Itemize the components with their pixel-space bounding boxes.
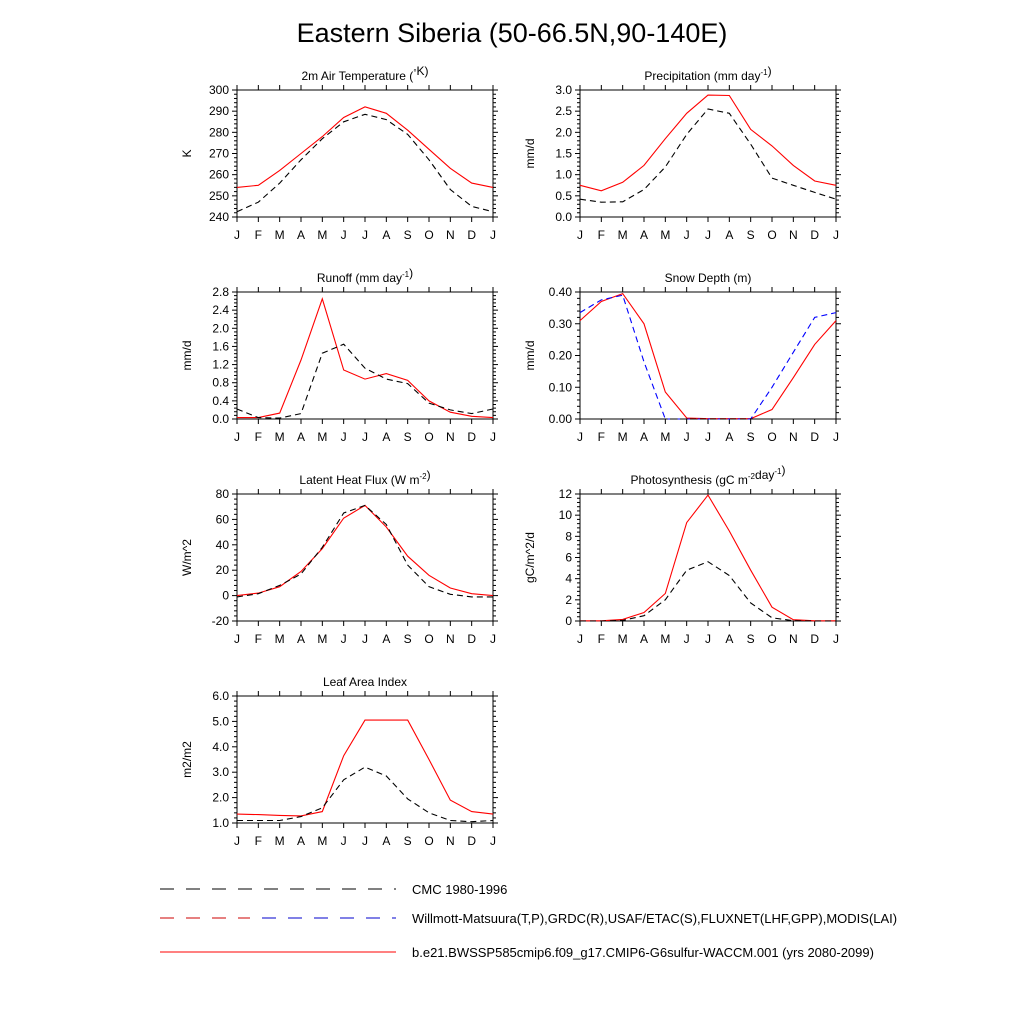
series-line-obs (580, 562, 836, 621)
y-tick-label: 3.0 (212, 765, 229, 780)
y-tick-label: 0.5 (555, 188, 572, 203)
y-tick-label: 2.5 (555, 104, 572, 119)
x-tick-label: O (424, 430, 434, 444)
x-tick-label: O (767, 632, 777, 646)
x-tick-label: S (403, 632, 412, 646)
x-tick-label: S (403, 228, 412, 242)
y-tick-label: 2.0 (212, 321, 229, 336)
x-tick-label: J (234, 228, 240, 242)
x-tick-label: N (445, 834, 455, 848)
x-tick-label: D (467, 632, 477, 646)
y-tick-label: 2.0 (212, 790, 229, 805)
y-tick-label: 1.6 (212, 339, 229, 354)
y-tick-label: 0.0 (555, 210, 572, 224)
x-tick-label: F (597, 228, 606, 242)
x-tick-label: A (725, 632, 734, 646)
x-tick-label: D (467, 228, 477, 242)
plot-frame (237, 696, 493, 823)
x-tick-label: J (577, 430, 583, 444)
x-tick-label: A (639, 430, 649, 444)
x-tick-label: S (403, 430, 412, 444)
chart-panel-1 (180, 64, 498, 242)
chart-panel-3 (180, 266, 498, 444)
x-tick-label: A (725, 430, 734, 444)
x-tick-label: S (746, 632, 755, 646)
y-tick-label: 290 (208, 104, 229, 119)
series-line-obs (237, 344, 493, 418)
y-tick-label: 280 (208, 125, 229, 140)
y-tick-label: 10 (558, 508, 572, 523)
x-tick-label: J (705, 430, 711, 444)
x-tick-label: J (362, 632, 368, 646)
series-line-model (237, 299, 493, 418)
y-tick-label: 1.0 (555, 167, 572, 182)
panel-title: 2m Air Temperature (°K) (301, 64, 429, 83)
x-tick-label: J (683, 228, 690, 242)
y-tick-label: 1.5 (555, 146, 572, 161)
y-tick-label: 240 (208, 210, 229, 224)
x-tick-label: J (340, 632, 347, 646)
legend-label: Willmott-Matsuura(T,P),GRDC(R),USAF/ETAC(S),FLUXNET(LHF,GPP),MODIS(LAI) (412, 911, 898, 926)
x-tick-label: D (467, 834, 477, 848)
panel-title: Snow Depth (m) (664, 271, 752, 285)
x-tick-label: J (683, 430, 690, 444)
y-tick-label: 2.4 (212, 303, 229, 318)
x-tick-label: J (833, 430, 839, 444)
x-tick-label: J (340, 430, 347, 444)
x-tick-label: J (577, 228, 583, 242)
page-title: Eastern Siberia (50-66.5N,90-140E) (296, 18, 728, 48)
x-tick-label: J (234, 430, 240, 444)
x-tick-label: J (340, 228, 347, 242)
plot-frame (237, 494, 493, 621)
chart-panel-5 (180, 468, 498, 646)
x-tick-label: M (317, 228, 328, 242)
plot-frame (237, 292, 493, 419)
y-tick-label: 8 (565, 529, 572, 544)
x-tick-label: M (617, 632, 628, 646)
x-tick-label: O (767, 228, 777, 242)
plot-frame (580, 494, 836, 621)
x-tick-label: O (767, 430, 777, 444)
y-tick-label: 80 (215, 487, 229, 501)
x-tick-label: O (424, 834, 434, 848)
x-tick-label: J (340, 834, 347, 848)
y-tick-label: 260 (208, 167, 229, 182)
y-tick-label: 2 (565, 592, 572, 607)
x-tick-label: O (424, 228, 434, 242)
series-line-obs (237, 767, 493, 822)
x-tick-label: F (254, 430, 263, 444)
x-tick-label: A (296, 834, 306, 848)
y-tick-label: 1.0 (212, 816, 229, 830)
y-axis-label: gC/m^2/d (523, 532, 537, 583)
y-tick-label: 0.8 (212, 375, 229, 390)
x-tick-label: A (382, 834, 391, 848)
y-axis-label: K (180, 149, 194, 158)
x-tick-label: M (317, 430, 328, 444)
chart-panel-4 (523, 271, 841, 444)
y-tick-label: 270 (208, 146, 229, 161)
x-tick-label: M (317, 834, 328, 848)
panel-title: Leaf Area Index (322, 675, 408, 689)
series-line-model (237, 720, 493, 816)
y-tick-label: 0.20 (548, 348, 572, 363)
y-tick-label: 20 (215, 563, 229, 578)
series-line-model (237, 505, 493, 595)
y-tick-label: 0.30 (548, 316, 572, 331)
x-tick-label: J (362, 834, 368, 848)
x-tick-label: J (490, 632, 496, 646)
x-tick-label: F (597, 632, 606, 646)
x-tick-label: J (490, 430, 496, 444)
plot-frame (580, 292, 836, 419)
x-tick-label: F (254, 834, 263, 848)
x-tick-label: J (490, 228, 496, 242)
x-tick-label: D (810, 430, 820, 444)
x-tick-label: A (382, 632, 391, 646)
legend-label: CMC 1980-1996 (412, 882, 508, 897)
x-tick-label: D (467, 430, 477, 444)
x-tick-label: M (274, 834, 285, 848)
x-tick-label: J (705, 228, 711, 242)
y-axis-label: m2/m2 (180, 741, 194, 778)
y-tick-label: 40 (215, 537, 229, 552)
x-tick-label: A (382, 430, 391, 444)
x-tick-label: J (683, 632, 690, 646)
x-tick-label: A (382, 228, 391, 242)
series-line-model (580, 495, 836, 621)
y-tick-label: 0.40 (548, 285, 572, 299)
x-tick-label: N (445, 228, 455, 242)
y-tick-label: 3.0 (555, 83, 572, 97)
x-tick-label: A (639, 632, 649, 646)
x-tick-label: M (274, 632, 285, 646)
y-tick-label: 12 (558, 487, 572, 501)
y-tick-label: 0.10 (548, 380, 572, 395)
chart-panel-7 (180, 675, 498, 848)
x-tick-label: A (725, 228, 734, 242)
y-axis-label: W/m^2 (180, 539, 194, 576)
x-tick-label: M (660, 430, 671, 444)
x-tick-label: D (810, 228, 820, 242)
x-tick-label: M (317, 632, 328, 646)
y-tick-label: 4.0 (212, 739, 229, 754)
y-tick-label: 0 (222, 588, 229, 603)
x-tick-label: J (490, 834, 496, 848)
y-tick-label: 1.2 (212, 357, 229, 372)
x-tick-label: J (362, 430, 368, 444)
y-axis-label: mm/d (523, 340, 537, 371)
legend (160, 882, 897, 960)
y-tick-label: 6.0 (212, 689, 229, 703)
legend-label: b.e21.BWSSP585cmip6.f09_g17.CMIP6-G6sulfur-WACCM.001 (yrs 2080-2099) (412, 945, 874, 960)
y-tick-label: 0 (565, 614, 572, 628)
x-tick-label: F (597, 430, 606, 444)
x-tick-label: M (274, 228, 285, 242)
x-tick-label: J (234, 834, 240, 848)
x-tick-label: M (274, 430, 285, 444)
series-line-obs (237, 114, 493, 211)
x-tick-label: S (746, 430, 755, 444)
x-tick-label: J (833, 228, 839, 242)
panel-title: Precipitation (mm day$^{-1}$) (644, 64, 772, 83)
x-tick-label: S (403, 834, 412, 848)
series-line-obs (237, 505, 493, 597)
y-tick-label: 0.00 (548, 412, 572, 426)
y-tick-label: 60 (215, 512, 229, 527)
y-tick-label: 0.0 (212, 412, 229, 426)
y-tick-label: 5.0 (212, 714, 229, 729)
x-tick-label: M (617, 430, 628, 444)
x-tick-label: F (254, 228, 263, 242)
x-tick-label: N (788, 430, 798, 444)
plot-frame (237, 90, 493, 217)
panel-title: Photosynthesis (gC $m^{-2}day^{-1}$) (630, 463, 786, 487)
y-axis-label: mm/d (180, 340, 194, 371)
chart-panel-2 (523, 64, 841, 242)
x-tick-label: F (254, 632, 263, 646)
x-tick-label: S (746, 228, 755, 242)
series-line-model (237, 107, 493, 187)
x-tick-label: J (833, 632, 839, 646)
x-tick-label: A (296, 430, 306, 444)
series-line-model (580, 294, 836, 419)
y-tick-label: 2.8 (212, 285, 229, 299)
x-tick-label: N (445, 430, 455, 444)
x-tick-label: N (788, 632, 798, 646)
x-tick-label: D (810, 632, 820, 646)
y-tick-label: 0.4 (212, 393, 229, 408)
y-tick-label: 250 (208, 188, 229, 203)
x-tick-label: A (296, 228, 306, 242)
y-tick-label: 2.0 (555, 125, 572, 140)
x-tick-label: J (577, 632, 583, 646)
y-tick-label: -20 (211, 614, 229, 628)
y-axis-label: mm/d (523, 138, 537, 169)
y-tick-label: 6 (565, 550, 572, 565)
x-tick-label: A (639, 228, 649, 242)
y-tick-label: 4 (565, 571, 572, 586)
x-tick-label: A (296, 632, 306, 646)
series-line-cmc (580, 295, 836, 419)
x-tick-label: J (234, 632, 240, 646)
series-line-obs (580, 109, 836, 202)
y-tick-label: 300 (208, 83, 229, 97)
x-tick-label: J (362, 228, 368, 242)
x-tick-label: M (660, 228, 671, 242)
x-tick-label: M (617, 228, 628, 242)
chart-panel-6 (523, 463, 841, 646)
x-tick-label: J (705, 632, 711, 646)
x-tick-label: O (424, 632, 434, 646)
panel-title: Runoff (mm day$^{-1}$) (316, 266, 414, 285)
x-tick-label: M (660, 632, 671, 646)
panel-title: Latent Heat Flux (W $m^{-2}$) (299, 468, 431, 487)
x-tick-label: N (788, 228, 798, 242)
x-tick-label: N (445, 632, 455, 646)
